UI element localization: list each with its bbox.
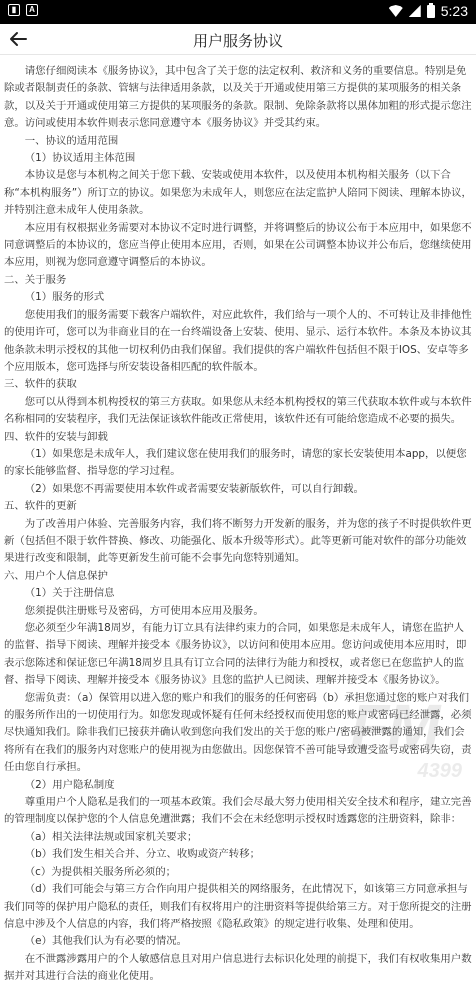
- agreement-paragraph: 四、软件的安装与卸载: [4, 430, 108, 443]
- agreement-paragraph: 为了改善用户体验、完善服务内容，我们将不断努力开发新的服务，并为您的孩子不时提供软件更新（包括但不限于软件替换、修改、功能强化、版本升级等形式）。此等更新可能对软件的部分功能效果进行改变和限制，此等更新发生前可能不会事先向您特别通知。: [4, 517, 472, 565]
- agreement-paragraph: 尊重用户个人隐私是我们的一项基本政策。我们会尽最大努力使用相关安全技术和程序，建立完善的管理制度以保护您的个人信息免遭泄露；我们不会在未经您明示授权时透露您的注册资料，除非：: [4, 796, 472, 826]
- watermark-sub: 4399: [417, 760, 462, 782]
- agreement-paragraph: 二、关于服务: [4, 273, 67, 286]
- agreement-paragraph: （b）我们发生相关合并、分立、收购或资产转移；: [24, 848, 260, 861]
- agreement-paragraph: （2）用户隐私制度: [24, 778, 115, 791]
- app-bar: [0, 24, 476, 55]
- agreement-paragraph: （1）关于注册信息: [24, 587, 115, 600]
- status-left-icons: [8, 4, 38, 16]
- agreement-paragraph: 请您仔细阅读本《服务协议》，其中包含了关于您的法定权利、救济和义务的重要信息。特别是免除或者限制责任的条款、管辖与法律适用条款，以及关于开通或使用第三方提供的某项服务的相关条款，以及关于开通或使用第三方提供的某项服务的条款。限制、免除条款将以黑体加粗的形式提示您注意。访问或使用本软件则表示您同意遵守本《服务协议》并受其约束。: [4, 65, 472, 130]
- agreement-paragraph: （d）我们可能会与第三方合作向用户提供相关的网络服务，在此情况下，如该第三方同意承担与我们同等的保护用户隐私的责任，则我们有权将用户的注册资料等提供给第三方。对于您所提交的注册信息中涉及个人信息的内容，我们将严格按照《隐私政策》的规定进行收集、处理和使用。: [4, 883, 472, 930]
- agreement-paragraph: 一、协议的适用范围: [24, 134, 119, 147]
- agreement-paragraph: 您需负责：（a）保管用以进入您的账户和我们的服务的任何密码（b）承担您通过您的账户对我们的服务所作出的一切使用行为。如您发现或怀疑有任何未经授权而使用您的账户或密码已经泄露，必须尽快通知我们。除非我们已接获并确认收到您向我们发出的关于您的账户/密码被泄露的通知，我们会将所有在我们的服务内对您账户的使用视为由您做出。因您保管不善可能导致遭受盗号或密码失窃，责任由您自行承担。: [4, 691, 472, 774]
- agreement-paragraph: （2）如果您不再需要使用本软件或者需要安装新版软件，可以自行卸载。: [24, 482, 364, 495]
- agreement-paragraph: 本协议是您与本机构之间关于您下载、安装或使用本软件，以及使用本机构相关服务（以下合称“本机构服务”）所订立的协议。如果您为未成年人，则您应在法定监护人陪同下阅读、理解本协议，并特别注意未成年人使用条款。: [4, 169, 472, 217]
- agreement-paragraph: 您使用我们的服务需要下载客户端软件，对应此软件，我们给与一项个人的、不可转让及非排他性的使用许可，您可以为非商业目的在一台终端设备上安装、使用、显示、运行本软件。本条及本协议其他条款未明示授权的其他一切权利仍由我们保留。我们提供的客户端软件包括但不限于IOS、安卓等多个应用版本，您可选择与所安装设备相匹配的软件版本。: [4, 308, 472, 373]
- wifi-icon: [389, 5, 403, 17]
- status-time: 5:23: [440, 3, 468, 19]
- agreement-paragraph: 本应用有权根据业务需要对本协议不定时进行调整，并将调整后的协议公布于本应用中，如果您不同意调整后的本协议的，您应当停止使用本应用，否则，如果在公司调整本协议并公布后，您继续使用本应用，则视为您同意遵守调整后的本协议。: [4, 221, 472, 269]
- agreement-paragraph: 六、用户个人信息保护: [4, 569, 108, 582]
- agreement-paragraph: 五、软件的更新: [4, 500, 77, 513]
- agreement-paragraph: 您必须至少年满18周岁，有能力订立具有法律约束力的合同，如果您是未成年人，请您在监护人的监督、指导下阅读、理解并接受本《服务协议》，以访问和使用本应用。您访问或使用本应用时，即表示您陈述和保证您已年满18周岁且具有订立合同的法律行为能力和授权，或者您已在您监护人的监督、指导下阅读、理解并接受本《服务协议》且您的监护人已阅读、理解并接受本《服务协议》。: [4, 622, 467, 687]
- battery-icon: [427, 5, 435, 18]
- agreement-content[interactable]: [4, 63, 472, 983]
- agreement-paragraph: （c）为提供相关服务所必须的；: [24, 865, 176, 878]
- status-bar: [0, 0, 476, 24]
- signal-icon: [409, 5, 421, 17]
- status-right-icons: [389, 3, 468, 19]
- agreement-paragraph: （1）如果您是未成年人，我们建议您在使用我们的服务时，请您的家长安装使用本app，以便您的家长能够监督、指导您的学习过程。: [4, 447, 467, 478]
- agreement-paragraph: （e）其他我们认为有必要的情况。: [24, 935, 188, 948]
- agreement-paragraph: 在不泄露涉露用户的个人敏感信息且对用户信息进行去标识化处理的前提下，我们有权收集用户数据并对其进行合法的商业化使用。: [4, 952, 472, 983]
- watermark-main: FM: [350, 691, 439, 763]
- agreement-paragraph: 三、软件的获取: [4, 378, 77, 391]
- agreement-paragraph: （1）服务的形式: [24, 291, 105, 304]
- agreement-paragraph: 您可以从得到本机构授权的第三方获取。如果您从未经本机构授权的第三代获取本软件或与本软件名称相同的安装程序，我们无法保证该软件能改正常使用，该软件还有可能给您造成不必要的损失。: [4, 395, 472, 426]
- a-icon: A: [26, 4, 38, 16]
- notification-icon: ▮: [8, 4, 20, 16]
- agreement-paragraph: （1）协议适用主体范围: [24, 152, 136, 165]
- agreement-paragraph: （a）相关法律法规或国家机关要求；: [24, 830, 198, 843]
- page-title: 用户服务协议: [192, 32, 283, 50]
- agreement-paragraph: 您须提供注册账号及密码，方可使用本应用及服务。: [24, 604, 264, 617]
